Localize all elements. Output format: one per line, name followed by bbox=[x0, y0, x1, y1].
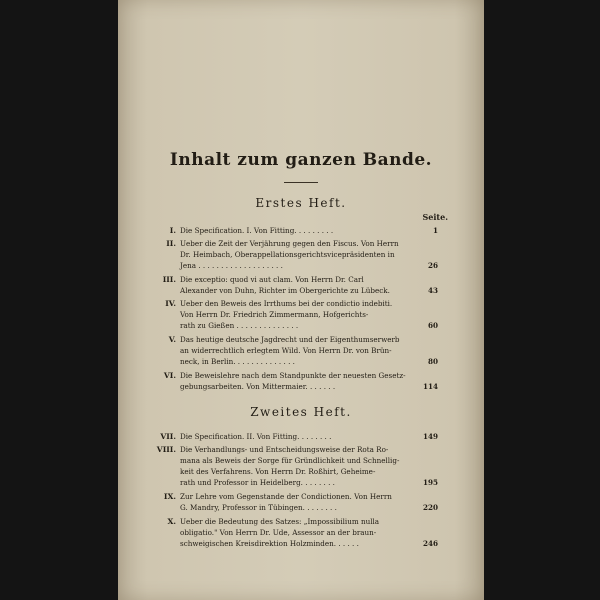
entry-line: rath zu Gießen . . . . . . . . . . . . . . bbox=[180, 321, 299, 330]
entry-number: IX. bbox=[163, 492, 176, 501]
page-column-label: Seite. bbox=[422, 212, 448, 222]
entry-text bbox=[180, 444, 420, 488]
entry-text bbox=[180, 274, 420, 296]
page-title: Inhalt zum ganzen Bande. bbox=[169, 150, 433, 170]
entry-line: an widerrechtlich erlegtem Wild. Von Herrn Dr. von Brün- bbox=[180, 346, 392, 355]
entry-line: Von Herrn Dr. Friedrich Zimmermann, Hofgerichts- bbox=[180, 310, 369, 319]
entry-page: 80 bbox=[427, 357, 438, 366]
entry-line: keit des Verfahrens. Von Herrn Dr. Roßhirt, Geheime- bbox=[180, 467, 376, 476]
entry-line: gebungsarbeiten. Von Mittermaier. . . . . . . bbox=[180, 382, 336, 391]
entry-line: schweigischen Kreisdirektion Holzminden. . . . . . bbox=[180, 539, 359, 548]
entry-text bbox=[180, 298, 420, 331]
entry-page: 26 bbox=[427, 261, 438, 270]
entry-page: 1 bbox=[432, 226, 438, 235]
entry-line: obligatio." Von Herrn Dr. Ude, Assessor an der braun- bbox=[180, 528, 377, 537]
section-heading-1: Erstes Heft. bbox=[255, 196, 347, 210]
entry-number: VII. bbox=[160, 432, 176, 441]
entry-text bbox=[180, 516, 420, 549]
entry-number: VIII. bbox=[156, 445, 176, 454]
entry-text bbox=[180, 431, 420, 442]
entry-page: 114 bbox=[422, 382, 438, 391]
entry-line: G. Mandry, Professor in Tübingen. . . . . . . . bbox=[180, 503, 337, 512]
entry-line: Ueber die Bedeutung des Satzes: „Impossibilium nulla bbox=[180, 517, 380, 526]
entry-page: 246 bbox=[422, 539, 438, 548]
entry-line: Alexander von Duhn, Richter im Obergerichte zu Lübeck. bbox=[180, 286, 390, 295]
entry-line: Dr. Heimbach, Oberappellationsgerichtsvicepräsidenten in bbox=[180, 250, 395, 259]
entry-line: Die exceptio: quod vi aut clam. Von Herrn Dr. Carl bbox=[180, 275, 364, 284]
entry-number: V. bbox=[168, 335, 176, 344]
entry-line: mana als Beweis der Sorge für Gründlichkeit und Schnellig- bbox=[180, 456, 400, 465]
entry-text bbox=[180, 370, 420, 392]
entry-line: rath und Professor in Heidelberg. . . . . . . . bbox=[180, 478, 335, 487]
entry-number: III. bbox=[162, 275, 176, 284]
entry-number: IV. bbox=[165, 299, 176, 308]
entry-line: Zur Lehre vom Gegenstande der Condictionen. Von Herrn bbox=[180, 492, 392, 501]
entry-text bbox=[180, 225, 420, 236]
entry-number: I. bbox=[169, 226, 176, 235]
entry-page: 195 bbox=[422, 478, 438, 487]
entry-line: Jena . . . . . . . . . . . . . . . . . . . bbox=[180, 261, 283, 270]
title-divider bbox=[284, 182, 318, 183]
entry-number: II. bbox=[166, 239, 176, 248]
entry-number: X. bbox=[167, 517, 176, 526]
book-page bbox=[118, 0, 484, 600]
entry-text bbox=[180, 238, 420, 271]
entry-line: Die Specification. I. Von Fitting. . . . . . . . . bbox=[180, 226, 334, 235]
entry-line: Das heutige deutsche Jagdrecht und der Eigenthumserwerb bbox=[180, 335, 400, 344]
entry-text bbox=[180, 491, 420, 513]
entry-line: Die Beweislehre nach dem Standpunkte der neuesten Gesetz- bbox=[180, 371, 406, 380]
entry-page: 220 bbox=[422, 503, 438, 512]
entry-line: Die Verhandlungs- und Entscheidungsweise der Rota Ro- bbox=[180, 445, 389, 454]
entry-page: 43 bbox=[427, 286, 438, 295]
section-heading-2: Zweites Heft. bbox=[250, 405, 352, 419]
entry-line: neck, in Berlin. . . . . . . . . . . . . . bbox=[180, 357, 295, 366]
entry-number: VI. bbox=[163, 371, 176, 380]
entry-page: 60 bbox=[427, 321, 438, 330]
entry-line: Ueber den Beweis des Irrthums bei der condictio indebiti. bbox=[180, 299, 393, 308]
entry-line: Die Specification. II. Von Fitting. . . . . . . . bbox=[180, 432, 332, 441]
entry-text bbox=[180, 334, 420, 367]
entry-page: 149 bbox=[422, 432, 438, 441]
entry-line: Ueber die Zeit der Verjährung gegen den Fiscus. Von Herrn bbox=[180, 239, 399, 248]
